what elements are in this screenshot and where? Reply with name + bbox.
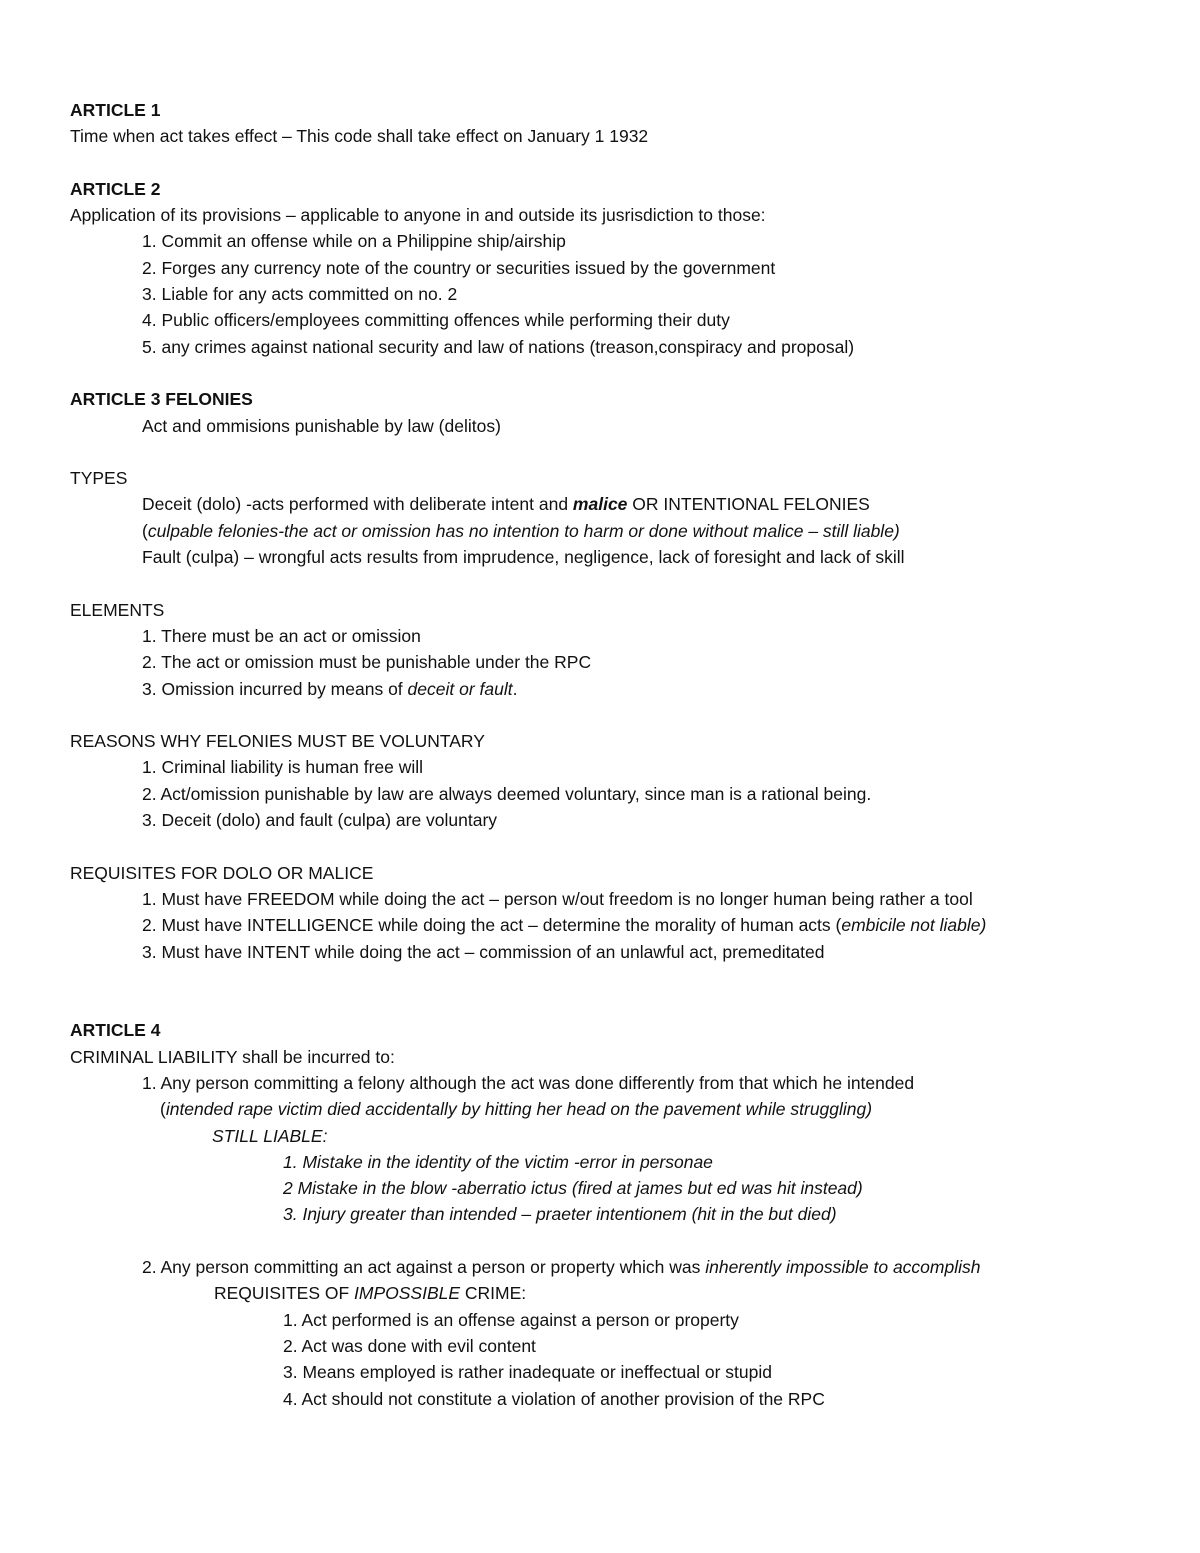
article-3-definition: Act and ommisions punishable by law (delitos): [142, 415, 501, 436]
spacer: [70, 439, 1150, 465]
item-number: 3.: [142, 284, 157, 305]
article-4-intro: CRIMINAL LIABILITY shall be incurred to:: [70, 1046, 395, 1067]
impossible-item: 1. Act performed is an offense against a person or property: [283, 1309, 739, 1330]
impossible-heading: [70, 1280, 1150, 1306]
item-number: 1.: [142, 231, 157, 252]
item2-text: 2. Any person committing an act against a person or property which was: [142, 1257, 706, 1278]
deceit-text: Deceit (dolo) -acts performed with deliberate intent and: [142, 494, 573, 515]
article-4-example: [70, 1096, 1150, 1122]
spacer: [70, 1228, 1150, 1254]
deceit-suffix: OR INTENTIONAL FELONIES: [627, 494, 870, 515]
voluntary-item: 3. Deceit (dolo) and fault (culpa) are voluntary: [142, 810, 498, 831]
item-text: Public officers/employees committing offences while performing their duty: [156, 310, 730, 331]
still-liable-label: STILL LIABLE:: [212, 1125, 328, 1146]
article-2-item: [70, 307, 1150, 333]
types-culpable: [70, 518, 1150, 544]
item-text: any crimes against national security and law of nations (treason,conspiracy and proposal): [156, 336, 855, 357]
article-4-heading: ARTICLE 4: [70, 1020, 161, 1041]
article-2-heading: ARTICLE 2: [70, 178, 161, 199]
article-1-text: Time when act takes effect – This code shall take effect on January 1 1932: [70, 126, 649, 147]
article-2-item: [70, 228, 1150, 254]
article-4-item: [70, 1254, 1150, 1280]
item2-emphasis: inherently impossible to accomplish: [705, 1257, 981, 1278]
elements-item: 2. The act or omission must be punishable under the RPC: [142, 652, 592, 673]
article-2-item: [70, 255, 1150, 281]
spacer: [70, 833, 1150, 859]
article-2-item: [70, 334, 1150, 360]
spacer: [70, 965, 1150, 1018]
item-text: Commit an offense while on a Philippine ship/airship: [156, 231, 566, 252]
elements-item-text: 3. Omission incurred by means of: [142, 678, 408, 699]
impossible-emphasis: IMPOSSIBLE: [354, 1283, 461, 1304]
document-body: [70, 97, 1150, 1412]
elements-heading: ELEMENTS: [70, 599, 165, 620]
spacer: [70, 702, 1150, 728]
spacer: [70, 570, 1150, 596]
mistake-item: 3. Injury greater than intended – praeter intentionem (hit in the but died): [283, 1204, 837, 1225]
culpable-open-paren: (: [142, 520, 148, 541]
voluntary-item: 2. Act/omission punishable by law are always deemed voluntary, since man is a rational being.: [142, 783, 872, 804]
requisites-heading: REQUISITES FOR DOLO OR MALICE: [70, 862, 374, 883]
requisites-item: 3. Must have INTENT while doing the act – commission of an unlawful act, premeditated: [142, 941, 825, 962]
mistake-item: 2 Mistake in the blow -aberratio ictus (fired at james but ed was hit instead): [283, 1178, 863, 1199]
culpable-text: culpable felonies-the act or omission has no intention to harm or done without malice – still liable): [147, 520, 900, 541]
article-2-item: [70, 281, 1150, 307]
article-3-heading: ARTICLE 3 FELONIES: [70, 389, 253, 410]
item-number: 2.: [142, 257, 157, 278]
impossible-item: 3. Means employed is rather inadequate or ineffectual or stupid: [283, 1362, 773, 1383]
item-text: Liable for any acts committed on no. 2: [156, 284, 458, 305]
example-text: intended rape victim died accidentally by hitting her head on the pavement while struggling): [165, 1099, 873, 1120]
requisites-item: [70, 912, 1150, 938]
elements-item-suffix: .: [512, 678, 518, 699]
requisites-item-text: 2. Must have INTELLIGENCE while doing the act – determine the morality of human acts (: [142, 915, 842, 936]
article-1-heading: ARTICLE 1: [70, 100, 161, 120]
spacer: [70, 360, 1150, 386]
mistake-item: 1. Mistake in the identity of the victim -error in personae: [283, 1151, 713, 1172]
malice-emphasis: malice: [572, 494, 628, 515]
requisites-item: 1. Must have FREEDOM while doing the act – person w/out freedom is no longer human being rather a tool: [142, 888, 973, 909]
impossible-prefix: REQUISITES OF: [214, 1283, 355, 1304]
types-deceit: [70, 491, 1150, 517]
voluntary-item: 1. Criminal liability is human free will: [142, 757, 424, 778]
requisites-item-emphasis: embicile not liable): [841, 915, 987, 936]
spacer: [70, 150, 1150, 176]
elements-item-emphasis: deceit or fault: [407, 678, 513, 699]
article-4-item: 1. Any person committing a felony although the act was done differently from that which he intended: [142, 1072, 915, 1093]
voluntary-heading: REASONS WHY FELONIES MUST BE VOLUNTARY: [70, 731, 485, 752]
types-heading: TYPES: [70, 468, 128, 489]
item-number: 4.: [142, 310, 157, 331]
types-fault: Fault (culpa) – wrongful acts results from imprudence, negligence, lack of foresight and lack of skill: [142, 547, 905, 568]
item-text: Forges any currency note of the country or securities issued by the government: [156, 257, 776, 278]
item-number: 5.: [142, 336, 157, 357]
impossible-item: 2. Act was done with evil content: [283, 1335, 536, 1356]
impossible-suffix: CRIME:: [460, 1283, 527, 1304]
example-open-paren: (: [160, 1099, 166, 1120]
article-2-intro: Application of its provisions – applicable to anyone in and outside its jusrisdiction to those:: [70, 205, 766, 226]
impossible-item: 4. Act should not constitute a violation of another provision of the RPC: [283, 1388, 825, 1409]
elements-item: [70, 676, 1150, 702]
elements-item: 1. There must be an act or omission: [142, 625, 421, 646]
